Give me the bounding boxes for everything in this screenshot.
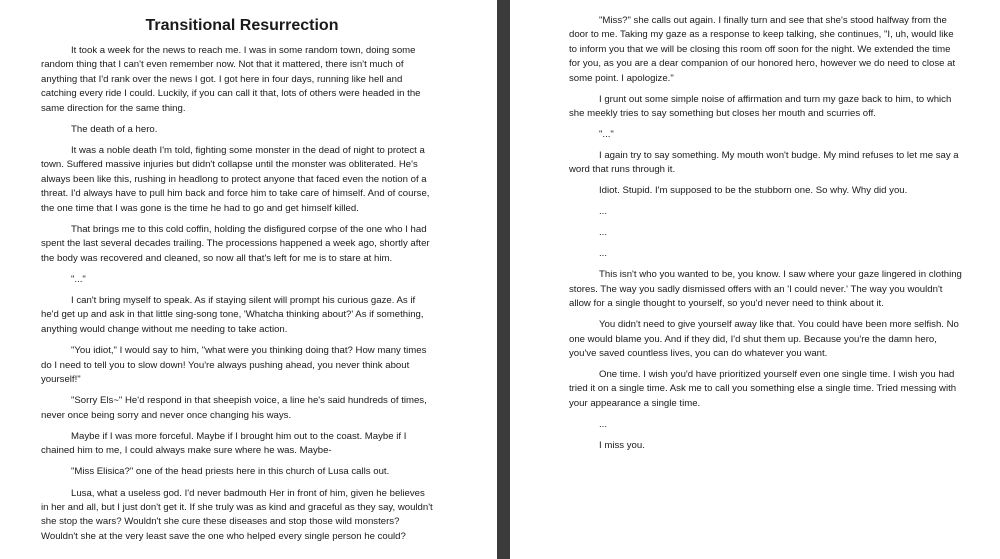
paragraph: It was a noble death I'm told, fighting some monster in the dead of night to protect a town. Suffered massive injuries but didn't collapse until the monster was obliterated. He's always been like this, rushing in headlong to protect anyone that faced even the notion of a threat. I'd always have to pull him back and force him to take care of himself. And of course, the one time that I was gone is the time he had to go and get himself killed. xyxy=(41,145,430,214)
paragraph: This isn't who you wanted to be, you know. I saw where your gaze lingered in clothing stores. The way you sadly dismissed offers with an 'I could never.' The way you wouldn't allow for a single thought to yourself, so you'd never need to think about it. xyxy=(569,269,962,310)
paragraph: Lusa, what a useless god. I'd never badmouth Her in front of him, given he believes in her and all, but I just don't get it. If she truly was as kind and graceful as they say, wouldn't she stop the wars? Wouldn't she cure these diseases and stop those wild monsters? Wouldn't she at the very least save the one who helped every single person he could? xyxy=(41,487,433,542)
paragraph: I miss you. xyxy=(599,439,645,451)
paragraph: ... xyxy=(599,418,607,430)
paragraph: ... xyxy=(599,227,607,239)
paragraph: Maybe if I was more forceful. Maybe if I brought him out to the coast. Maybe if I chained him to me, I could always make sure where he was. Maybe- xyxy=(41,430,407,457)
paragraph: "You idiot," I would say to him, "what were you thinking doing that? How many times do I need to tell you to slow down! You're always pushing ahead, you never think about yourself!" xyxy=(41,345,427,385)
paragraph: "Miss?" she calls out again. I finally turn and see that she's stood halfway from the door to me. Taking my gaze as a response to keep talking, she continues, "I, uh, would like to inform you that we will be closing this room off soon for the night. We extended the time for you, as you are a dear companion of our honored hero, however we do need to close at some point. I apologize." xyxy=(569,15,956,84)
paragraph: "..." xyxy=(599,129,614,141)
document-page-right xyxy=(510,0,1000,559)
paragraph: That brings me to this cold coffin, holding the disfigured corpse of the one who I had spent the last several decades trailing. The processions happened a week ago, shortly after the body was recovered and cleaned, so now all that's left for me is to stare at him. xyxy=(41,223,430,264)
document-page-left xyxy=(0,0,497,559)
paragraph: "Miss Elisica?" one of the head priests here in this church of Lusa calls out. xyxy=(71,466,390,478)
paragraph: You didn't need to give yourself away like that. You could have been more selfish. No one would blame you. And if they did, I'd shut them up. Because you're the damn hero, you've saved countless lives, you can do whatever you want. xyxy=(569,319,959,360)
document-title: Transitional Resurrection xyxy=(145,17,339,34)
paragraph: I can't bring myself to speak. As if staying silent will prompt his curious gaze. As if he'd get up and ask in that little sing-song tone, 'Whatcha thinking about?' As if something, anything would change without me needing to take action. xyxy=(41,295,424,335)
paragraph: ... xyxy=(599,206,607,218)
paragraph: "..." xyxy=(71,273,86,285)
paragraph: Idiot. Stupid. I'm supposed to be the stubborn one. So why. Why did you. xyxy=(599,185,908,197)
paragraph: I grunt out some simple noise of affirmation and turn my gaze back to him, to which she meekly tries to say something but closes her mouth and scurries off. xyxy=(569,93,952,120)
paragraph: "Sorry Els~" He'd respond in that sheepish voice, a line he's said hundreds of times, never once being sorry and never once changing his ways. xyxy=(41,395,427,421)
page-divider xyxy=(497,0,510,559)
paragraph: The death of a hero. xyxy=(71,123,158,135)
paragraph: I again try to say something. My mouth won't budge. My mind refuses to let me say a word that runs through it. xyxy=(569,150,959,176)
paragraph: One time. I wish you'd have prioritized yourself even one single time. I wish you had tried it on a single time. Ask me to call you something else a single time. Tried messing with your appearance a single time. xyxy=(569,369,957,409)
paragraph: It took a week for the news to reach me. I was in some random town, doing some random thing that I can't even remember now. Not that it mattered, there isn't much of anything that I'd rank over the news I got. I got here in four days, running like hell and catching every ride I could. Luckily, if you can call it that, lots of others were headed in the same direction for the same thing. xyxy=(41,45,421,114)
paragraph: ... xyxy=(599,248,607,260)
